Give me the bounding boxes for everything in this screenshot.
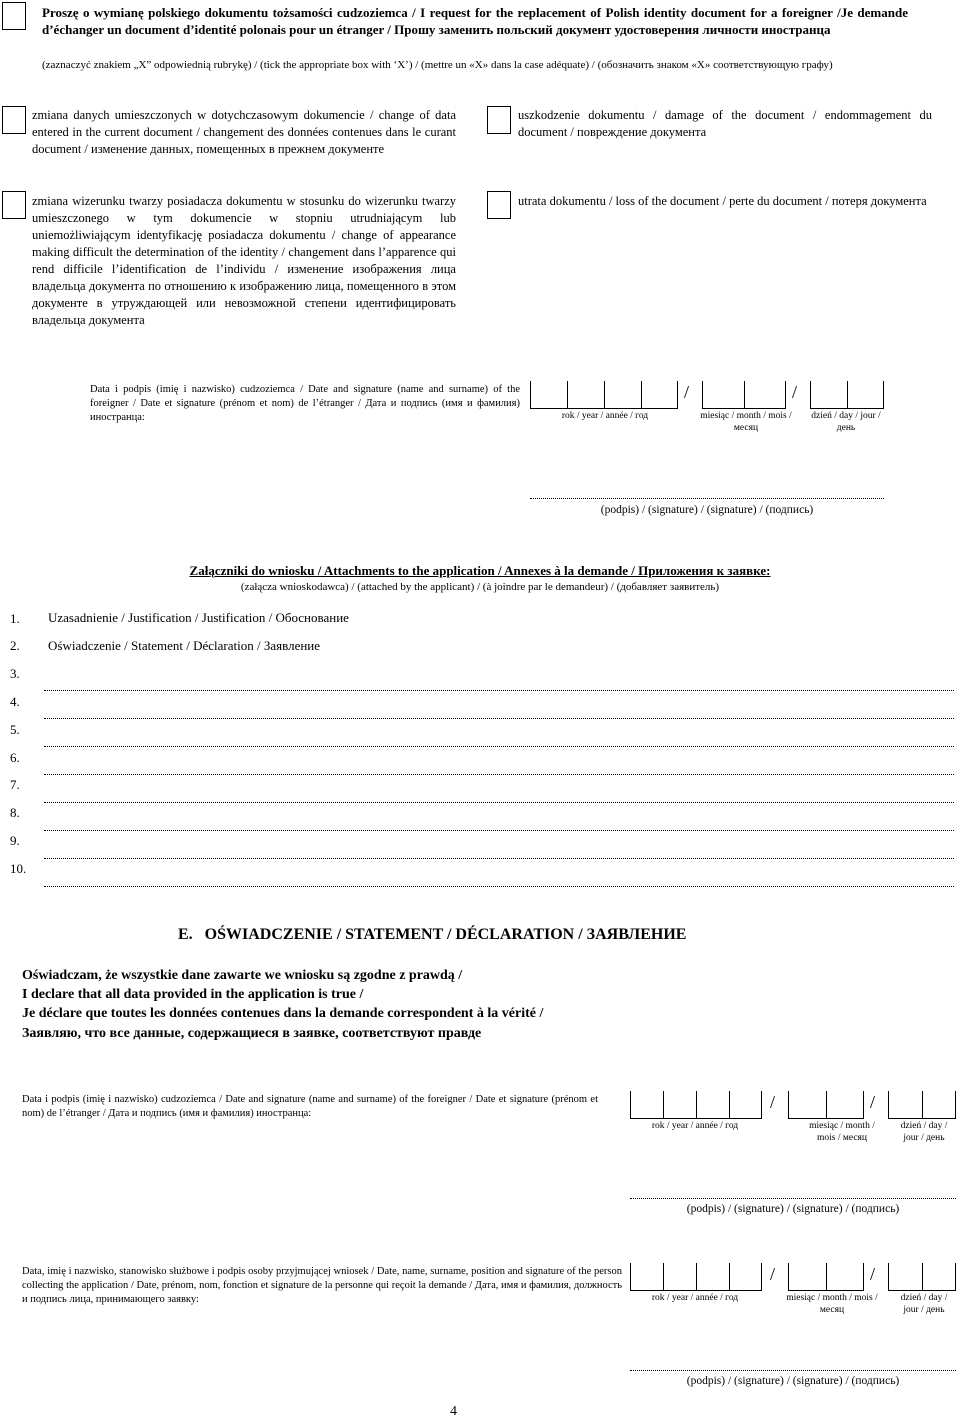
attachment-number: 5.: [10, 722, 20, 737]
date-slash-1: /: [684, 382, 690, 402]
checkbox-loss[interactable]: [487, 191, 511, 219]
day-label: dzień / day / jour / день: [811, 411, 881, 433]
attachment-number: 2.: [10, 638, 20, 653]
attachments-title: Załączniki do wniosku / Attachments to the application / Annexes à la demande / Приложения к заявке:: [189, 563, 771, 578]
day-label: dzień / day / jour / день: [900, 1293, 948, 1315]
month-label: miesiąc / month / mois / месяц: [700, 411, 792, 433]
attachment-number: 3.: [10, 666, 20, 681]
day-cells[interactable]: [888, 1091, 956, 1119]
signature-line[interactable]: [630, 1198, 956, 1199]
year-label: rok / year / année / год: [651, 1121, 739, 1131]
month-cells[interactable]: [788, 1091, 864, 1119]
option-damage: uszkodzenie dokumentu / damage of the document / endommagement du document / повреждение документа: [518, 108, 932, 139]
attachment-number: 1.: [10, 611, 20, 626]
checkbox-change-data[interactable]: [2, 106, 26, 134]
option-change-appearance: zmiana wizerunku twarzy posiadacza dokumentu w stosunku do wizerunku twarzy umieszczonego w tym dokumencie w stopniu utrudniającym lub uniemożliwiającym identyfikację posiadacza dokumentu / change of appearance making difficult the determination of the identity / changement dans l’apparence qui rend difficile l’identification de l’individu / изменение изображения лица владельца документа по отношению к изображению лица, помещенного в этом документе в утруждающей или невозможной степени идентифицировать владельца документа: [32, 194, 456, 327]
attachment-line[interactable]: [44, 886, 954, 887]
request-checkbox[interactable]: [2, 2, 26, 30]
month-label: miesiąc / month / mois / месяц: [786, 1293, 878, 1315]
date-signature-label: Data i podpis (imię i nazwisko) cudzoziemca / Date and signature (name and surname) of the foreigner / Date et signature (prénom et nom) de l’étranger / Дата и подпись (имя и фамилия) иностранца:: [90, 384, 520, 423]
attachment-number: 8.: [10, 805, 20, 820]
date-slash-2: /: [870, 1264, 876, 1284]
signature-label: (podpis) / (signature) / (signature) / (подпись): [686, 1375, 900, 1387]
month-label: miesiąc / month / mois / месяц: [809, 1121, 875, 1143]
year-cells[interactable]: [530, 381, 678, 409]
statement-line: Oświadczam, że wszystkie dane zawarte we wniosku są zgodne z prawdą /: [22, 968, 463, 983]
signature-label: (podpis) / (signature) / (signature) / (подпись): [686, 1203, 900, 1215]
page-number: 4: [450, 1404, 457, 1419]
date-slash-2: /: [792, 382, 798, 402]
foreigner-date-signature-label: Data i podpis (imię i nazwisko) cudzoziemca / Date and signature (name and surname) of the foreigner / Date et signature (prénom et nom) de l’étranger / Дата и подпись (имя и фамилия) иностранца:: [22, 1094, 598, 1119]
option-change-data: zmiana danych umieszczonych w dotychczasowym dokumencie / change of data entered in the current document / changement des données contenues dans le curant document / изменение данных, помещенных в прежнем документе: [32, 108, 456, 156]
option-loss: utrata dokumentu / loss of the document / perte du document / потеря документа: [518, 194, 927, 208]
statement-heading: E. OŚWIADCZENIE / STATEMENT / DÉCLARATION / ЗАЯВЛЕНИЕ: [178, 926, 687, 943]
attachment-text: Oświadczenie / Statement / Déclaration / Заявление: [48, 638, 321, 653]
year-cells[interactable]: [630, 1263, 762, 1291]
attachment-number: 9.: [10, 833, 20, 848]
date-slash-1: /: [770, 1264, 776, 1284]
signature-line[interactable]: [530, 498, 884, 499]
attachment-line[interactable]: [44, 690, 954, 691]
month-cells[interactable]: [702, 381, 786, 409]
date-slash-1: /: [770, 1092, 776, 1112]
attachment-line[interactable]: [44, 858, 954, 859]
statement-line: Заявляю, что все данные, содержащиеся в заявке, соответствуют правде: [22, 1026, 482, 1041]
year-cells[interactable]: [630, 1091, 762, 1119]
statement-line: Je déclare que toutes les données contenues dans la demande correspondent à la vérité /: [22, 1006, 544, 1021]
attachment-number: 10.: [10, 861, 27, 876]
attachment-line[interactable]: [44, 746, 954, 747]
day-cells[interactable]: [810, 381, 884, 409]
attachment-number: 4.: [10, 694, 20, 709]
year-label: rok / year / année / год: [651, 1293, 739, 1303]
month-cells[interactable]: [788, 1263, 864, 1291]
date-slash-2: /: [870, 1092, 876, 1112]
checkbox-change-appearance[interactable]: [2, 191, 26, 219]
attachment-number: 6.: [10, 750, 20, 765]
attachment-number: 7.: [10, 777, 20, 792]
attachments-subtitle: (załącza wnioskodawca) / (attached by the applicant) / (à joindre par le demandeur) / (добавляет заявитель): [240, 581, 720, 593]
statement-line: I declare that all data provided in the application is true /: [22, 987, 364, 1002]
attachment-line[interactable]: [44, 802, 954, 803]
signature-line[interactable]: [630, 1370, 956, 1371]
request-title: Proszę o wymianę polskiego dokumentu tożsamości cudzoziemca / I request for the replacement of Polish identity document for a foreigner /Je demande d’échanger un document d’identité polonais pour un étranger / Прошу заменить польский документ удостоверения личности иностранца: [42, 5, 908, 37]
request-instruction: (zaznaczyć znakiem „X” odpowiednią rubrykę) / (tick the appropriate box with ‘X’) / (mettre un «X» dans la case adéquate) / (обозначить знаком «X» соответствующую графу): [42, 59, 833, 71]
attachment-text: Uzasadnienie / Justification / Justification / Обоснование: [48, 610, 349, 625]
collector-date-signature-label: Data, imię i nazwisko, stanowisko służbowe i podpis osoby przyjmującej wniosek / Date, name, surname, position and signature of the person collecting the application / Date, prénom, nom, fonction et signature de la personne qui reçoit la demande / Дата, имя и фамилия, должность и подпись лица, принимающего заявку:: [22, 1266, 622, 1305]
checkbox-damage[interactable]: [487, 106, 511, 134]
year-label: rok / year / année / год: [561, 411, 649, 421]
attachment-line[interactable]: [44, 718, 954, 719]
day-cells[interactable]: [888, 1263, 956, 1291]
day-label: dzień / day / jour / день: [900, 1121, 948, 1143]
signature-label: (podpis) / (signature) / (signature) / (подпись): [600, 504, 814, 516]
attachment-line[interactable]: [44, 774, 954, 775]
attachment-line[interactable]: [44, 830, 954, 831]
